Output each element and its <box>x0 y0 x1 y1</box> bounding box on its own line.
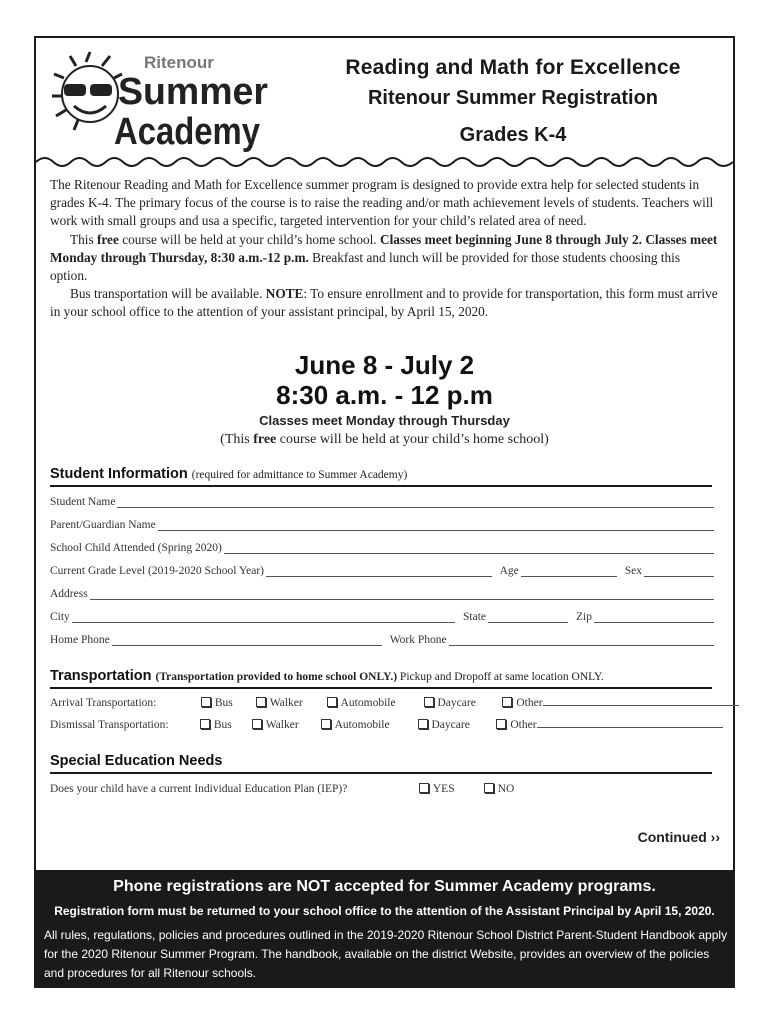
iep-no-option[interactable]: NO <box>484 783 515 795</box>
dismissal-daycare-option[interactable]: Daycare <box>418 719 494 731</box>
footer-deadline: Registration form must be returned to your school office to the attention of the Assistant Principal by April 15, 2020. <box>54 904 715 918</box>
home-phone-field[interactable] <box>112 635 382 646</box>
arrival-automobile-option[interactable]: Automobile <box>327 697 421 709</box>
school-field[interactable] <box>224 543 714 554</box>
city-field[interactable] <box>72 612 455 623</box>
student-info-heading: Student Information (required for admittance to Summer Academy) <box>50 465 712 487</box>
checkbox-icon <box>321 719 331 729</box>
dismissal-automobile-option[interactable]: Automobile <box>321 719 415 731</box>
state-field[interactable] <box>488 612 568 623</box>
arrival-walker-option[interactable]: Walker <box>256 697 324 709</box>
city-row: City State Zip <box>50 611 714 623</box>
intro-paragraph-1: The Ritenour Reading and Math for Excellence summer program is designed to provide extra help for selected students in grades K-4. The primary focus of the course is to raise the reading and/or math achievement levels of students. Teachers will work with small groups and usa a specific, targeted intervention for your child’s related area of need. <box>50 177 714 229</box>
checkbox-icon <box>502 697 512 707</box>
iep-yes-option[interactable]: YES <box>419 783 481 795</box>
schedule-days: Classes meet Monday through Thursday <box>259 413 510 428</box>
grade-field[interactable] <box>266 566 492 577</box>
continued-label: Continued ›› <box>637 829 720 845</box>
sun-icon <box>52 52 122 130</box>
footer-banner <box>36 870 733 986</box>
intro-paragraph-3: Bus transportation will be available. NOTE: To ensure enrollment and to provide for transportation, this form must arrive in your school office to the attention of your assistant principal, by April 15, 2020. <box>50 286 718 320</box>
arrival-bus-option[interactable]: Bus <box>201 697 253 709</box>
phone-row: Home Phone Work Phone <box>50 634 714 646</box>
grades-heading: Grades K-4 <box>459 124 567 146</box>
student-name-field[interactable] <box>117 497 714 508</box>
svg-text:Academy: Academy <box>114 111 260 153</box>
sex-field[interactable] <box>644 566 714 577</box>
address-row: Address <box>50 588 714 600</box>
schedule-times: 8:30 a.m. - 12 p.m <box>276 380 493 410</box>
checkbox-icon <box>496 719 506 729</box>
page-subtitle: Ritenour Summer Registration <box>367 87 659 109</box>
age-field[interactable] <box>521 566 617 577</box>
parent-name-row: Parent/Guardian Name <box>50 519 714 531</box>
schedule-dates: June 8 - July 2 <box>294 350 475 380</box>
special-education-heading: Special Education Needs <box>50 752 712 774</box>
grade-row: Current Grade Level (2019-2020 School Year) Age Sex <box>50 565 714 577</box>
student-name-row: Student Name <box>50 496 714 508</box>
svg-text:Ritenour: Ritenour <box>144 53 214 72</box>
checkbox-icon <box>327 697 337 707</box>
checkbox-icon <box>419 783 429 793</box>
checkbox-icon <box>256 697 266 707</box>
dismissal-walker-option[interactable]: Walker <box>252 719 318 731</box>
work-phone-field[interactable] <box>449 635 714 646</box>
checkbox-icon <box>484 783 494 793</box>
checkbox-icon <box>201 697 211 707</box>
summer-academy-logo <box>44 44 274 162</box>
page-title: Reading and Math for Excellence <box>345 56 681 79</box>
zip-field[interactable] <box>594 612 714 623</box>
dismissal-other-option[interactable]: Other <box>496 718 722 731</box>
svg-text:Summer: Summer <box>118 71 269 113</box>
intro-text <box>50 176 718 322</box>
arrival-other-option[interactable]: Other <box>502 696 738 709</box>
arrival-options: Arrival Transportation: Bus Walker Automobile Daycare Other <box>50 696 714 709</box>
address-field[interactable] <box>90 589 714 600</box>
intro-paragraph-2: This free course will be held at your child’s home school. Classes meet beginning June 8 through July 2. Classes meet Monday through Thursday, 8:30 a.m.-12 p.m. Breakfast and lunch will be provided for those students choosing this option. <box>50 231 718 284</box>
dismissal-bus-option[interactable]: Bus <box>200 719 249 731</box>
transportation-heading: Transportation (Transportation provided to home school ONLY.) Pickup and Dropoff at same location ONLY. <box>50 667 712 689</box>
dismissal-options: Dismissal Transportation: Bus Walker Automobile Daycare Other <box>50 718 714 731</box>
checkbox-icon <box>252 719 262 729</box>
checkbox-icon <box>418 719 428 729</box>
parent-name-field[interactable] <box>158 520 714 531</box>
footer-headline: Phone registrations are NOT accepted for Summer Academy programs. <box>113 878 656 895</box>
schedule-note: (This free course will be held at your child’s home school) <box>220 432 549 447</box>
arrival-daycare-option[interactable]: Daycare <box>424 697 500 709</box>
footer-policy: All rules, regulations, policies and procedures outlined in the 2019-2020 Ritenour School District Parent-Student Handbook apply for the 2020 Ritenour Summer Program. The handbook, available on the district Website, provides an overview of the policies and procedures for all Ritenour schools. <box>44 928 728 980</box>
checkbox-icon <box>200 719 210 729</box>
checkbox-icon <box>424 697 434 707</box>
school-row: School Child Attended (Spring 2020) <box>50 542 714 554</box>
wave-divider <box>36 150 733 174</box>
iep-question: Does your child have a current Individual Education Plan (IEP)? YES NO <box>50 783 515 795</box>
